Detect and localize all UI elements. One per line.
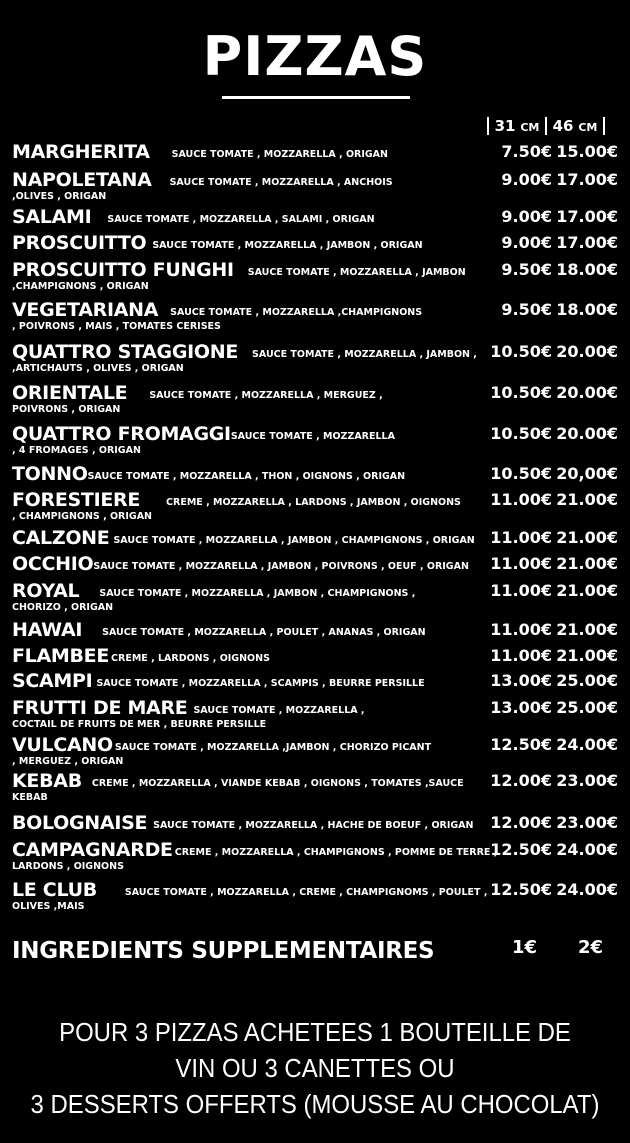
pizza-name: PROSCUITTO	[12, 232, 147, 254]
page-title: PIZZAS	[202, 25, 428, 88]
pizza-row	[12, 299, 622, 332]
price-46cm: 20.00€	[556, 342, 618, 361]
pizza-ingredients-cont: , POIVRONS , MAIS , TOMATES CERISES	[12, 321, 221, 332]
pizza-ingredients: SAUCE TOMATE , MOZZARELLA	[230, 431, 395, 442]
price-31cm: 11.00€	[490, 581, 552, 600]
price-31cm: 13.00€	[490, 698, 552, 717]
promo-line: 3 DESSERTS OFFERTS (MOUSSE AU CHOCOLAT)	[30, 1089, 600, 1119]
pizza-prices	[490, 879, 618, 901]
pizza-ingredients-cont: ,ARTICHAUTS , OLIVES , ORIGAN	[12, 363, 184, 374]
price-31cm: 11.00€	[490, 490, 552, 509]
pizza-name: NAPOLETANA	[12, 169, 152, 191]
pizza-ingredients: SAUCE TOMATE , MOZZARELLA , JAMBON , CHAMPIGNONS ,	[99, 588, 416, 599]
size-header-31	[489, 116, 545, 136]
pizza-ingredients-cont: , MERGUEZ , ORIGAN	[12, 756, 124, 767]
pizza-ingredients: SAUCE TOMATE , MOZZARELLA , POULET , ANANAS , ORIGAN	[102, 627, 426, 638]
pizza-prices	[492, 299, 618, 321]
pizza-ingredients: SAUCE TOMATE , MOZZARELLA , THON , OIGNONS , ORIGAN	[87, 471, 406, 482]
pizza-name: SCAMPI	[12, 670, 93, 692]
pizza-ingredients: SAUCE TOMATE , MOZZARELLA ,	[193, 705, 365, 716]
pizza-row	[12, 697, 622, 730]
pizza-prices	[490, 812, 618, 834]
pizza-row	[12, 527, 622, 549]
pizza-name: HAWAI	[12, 619, 83, 641]
pizza-ingredients: CREME , MOZZARELLA , VIANDE KEBAB , OIGNONS , TOMATES ,SAUCE	[91, 778, 464, 789]
size-value: 31	[494, 117, 516, 135]
pizza-prices	[490, 645, 618, 667]
pizza-ingredients-cont: , 4 FROMAGES , ORIGAN	[12, 445, 141, 456]
pizza-name: CAMPAGNARDE	[12, 839, 173, 861]
price-31cm: 9.50€	[501, 300, 552, 319]
pizza-row	[12, 645, 622, 667]
pizza-ingredients: SAUCE TOMATE , MOZZARELLA , JAMBON , POIVRONS , OEUF , ORIGAN	[93, 561, 469, 572]
price-46cm: 24.00€	[556, 840, 618, 859]
pizza-ingredients: CREME , MOZZARELLA , LARDONS , JAMBON , OIGNONS	[166, 497, 461, 508]
pizza-row	[12, 232, 622, 254]
pizza-row	[12, 382, 622, 415]
price-31cm: 9.00€	[501, 207, 552, 226]
pizza-prices	[490, 527, 618, 549]
pizza-ingredients: SAUCE TOMATE , MOZZARELLA ,JAMBON , CHORIZO PICANT	[114, 742, 432, 753]
price-46cm: 17.00€	[556, 233, 618, 252]
price-46cm: 23.00€	[556, 771, 618, 790]
pizza-name: VEGETARIANA	[12, 299, 159, 321]
price-31cm: 11.00€	[490, 528, 552, 547]
size-unit: CM	[578, 121, 598, 134]
pizza-ingredients: SAUCE TOMATE , MOZZARELLA , SALAMI , ORIGAN	[107, 214, 375, 225]
price-31cm: 12.50€	[490, 880, 552, 899]
pizza-ingredients-cont: COCTAIL DE FRUITS DE MER , BEURRE PERSILLE	[12, 719, 267, 730]
pizza-ingredients-cont: , CHAMPIGNONS , ORIGAN	[12, 511, 153, 522]
pizza-prices	[492, 259, 618, 281]
pizza-prices	[490, 489, 618, 511]
price-31cm: 12.00€	[490, 771, 552, 790]
pizza-row	[12, 619, 622, 641]
pizza-ingredients: SAUCE TOMATE , MOZZARELLA , JAMBON	[247, 267, 466, 278]
supplement-price-46: 2€	[578, 937, 604, 958]
price-31cm: 10.50€	[490, 424, 552, 443]
column-divider	[603, 117, 605, 135]
pizza-prices	[492, 141, 618, 163]
pizza-name: FLAMBEE	[12, 645, 110, 667]
pizza-prices	[490, 734, 618, 756]
price-31cm: 12.50€	[490, 735, 552, 754]
pizza-ingredients: SAUCE TOMATE , MOZZARELLA , SCAMPIS , BEURRE PERSILLE	[96, 678, 425, 689]
pizza-row	[12, 812, 622, 834]
pizza-name: TONNO	[12, 463, 88, 485]
pizza-ingredients: SAUCE TOMATE , MOZZARELLA , ANCHOIS	[169, 177, 393, 188]
pizza-name: CALZONE	[12, 527, 110, 549]
pizza-ingredients: SAUCE TOMATE , MOZZARELLA , CREME , CHAMPIGNOMS , POULET ,	[124, 887, 488, 898]
price-31cm: 10.50€	[490, 464, 552, 483]
pizza-name: MARGHERITA	[12, 141, 150, 163]
price-31cm: 11.00€	[490, 554, 552, 573]
pizza-prices	[492, 206, 618, 228]
supplement-price-31: 1€	[512, 937, 538, 958]
price-46cm: 17.00€	[556, 170, 618, 189]
pizza-prices	[490, 463, 618, 485]
pizza-ingredients: SAUCE TOMATE , MOZZARELLA , JAMBON , ORIGAN	[152, 240, 423, 251]
pizza-name: ROYAL	[12, 580, 80, 602]
price-31cm: 11.00€	[490, 646, 552, 665]
pizza-row	[12, 259, 622, 292]
pizza-prices	[490, 670, 618, 692]
pizza-name: BOLOGNAISE	[12, 812, 148, 834]
pizza-ingredients-cont: ,OLIVES , ORIGAN	[12, 191, 107, 202]
pizza-row	[12, 770, 622, 803]
pizza-row	[12, 670, 622, 692]
price-46cm: 21.00€	[556, 620, 618, 639]
price-31cm: 9.00€	[501, 233, 552, 252]
pizza-name: OCCHIO	[12, 553, 94, 575]
pizza-prices	[490, 341, 618, 363]
price-46cm: 15.00€	[556, 142, 618, 161]
pizza-ingredients-cont: LARDONS , OIGNONS	[12, 861, 124, 872]
price-31cm: 9.00€	[501, 170, 552, 189]
pizza-prices	[492, 232, 618, 254]
promo-line: VIN OU 3 CANETTES OU	[175, 1053, 455, 1083]
pizza-row	[12, 169, 622, 202]
price-31cm: 12.00€	[490, 813, 552, 832]
supplements-row	[12, 936, 622, 966]
size-header	[487, 116, 605, 136]
promo-text	[25, 1014, 605, 1122]
price-46cm: 21.00€	[556, 554, 618, 573]
pizza-name: LE CLUB	[12, 879, 97, 901]
price-46cm: 24.00€	[556, 735, 618, 754]
pizza-row	[12, 463, 622, 485]
price-46cm: 21.00€	[556, 646, 618, 665]
pizza-row	[12, 341, 622, 374]
price-31cm: 9.50€	[501, 260, 552, 279]
pizza-row	[12, 423, 622, 456]
price-46cm: 21.00€	[556, 581, 618, 600]
pizza-name: KEBAB	[12, 770, 82, 792]
pizza-row	[12, 580, 622, 613]
pizza-row	[12, 879, 622, 912]
pizza-prices	[490, 770, 618, 792]
price-31cm: 13.00€	[490, 671, 552, 690]
pizza-ingredients: SAUCE TOMATE , MOZZARELLA , HACHE DE BOEUF , ORIGAN	[153, 820, 474, 831]
pizza-ingredients: SAUCE TOMATE , MOZZARELLA ,CHAMPIGNONS	[170, 307, 423, 318]
price-46cm: 25.00€	[556, 671, 618, 690]
promo-line: POUR 3 PIZZAS ACHETEES 1 BOUTEILLE DE	[59, 1017, 571, 1047]
pizza-ingredients: CREME , LARDONS , OIGNONS	[111, 653, 270, 664]
price-46cm: 18.00€	[556, 260, 618, 279]
title-underline	[222, 96, 410, 99]
pizza-ingredients: SAUCE TOMATE , MOZZARELLA , JAMBON , CHAMPIGNONS , ORIGAN	[113, 535, 475, 546]
price-31cm: 10.50€	[490, 342, 552, 361]
pizza-ingredients: SAUCE TOMATE , MOZZARELLA , JAMBON ,	[252, 349, 477, 360]
pizza-name: SALAMI	[12, 206, 92, 228]
pizza-ingredients: SAUCE TOMATE , MOZZARELLA , MERGUEZ ,	[149, 390, 383, 401]
price-46cm: 18.00€	[556, 300, 618, 319]
pizza-row	[12, 141, 622, 163]
pizza-prices	[490, 553, 618, 575]
pizza-prices	[490, 382, 618, 404]
price-46cm: 24.00€	[556, 880, 618, 899]
pizza-row	[12, 206, 622, 228]
pizza-row	[12, 734, 622, 767]
pizza-name: PROSCUITTO FUNGHI	[12, 259, 234, 281]
pizza-row	[12, 489, 622, 522]
pizza-name: QUATTRO FROMAGGI	[12, 423, 231, 445]
size-value: 46	[552, 117, 574, 135]
price-46cm: 21.00€	[556, 528, 618, 547]
price-46cm: 23.00€	[556, 813, 618, 832]
pizza-prices	[492, 169, 618, 191]
pizza-ingredients-cont: CHORIZO , ORIGAN	[12, 602, 114, 613]
price-46cm: 20.00€	[556, 383, 618, 402]
pizza-name: QUATTRO STAGGIONE	[12, 341, 239, 363]
pizza-row	[12, 553, 622, 575]
price-46cm: 21.00€	[556, 490, 618, 509]
size-unit: CM	[520, 121, 540, 134]
pizza-ingredients: CREME , MOZZARELLA , CHAMPIGNONS , POMME DE TERRE ,	[174, 847, 498, 858]
price-31cm: 7.50€	[501, 142, 552, 161]
pizza-name: FORESTIERE	[12, 489, 141, 511]
price-31cm: 11.00€	[490, 620, 552, 639]
pizza-prices	[490, 423, 618, 445]
pizza-name: VULCANO	[12, 734, 113, 756]
pizza-ingredients-cont: POIVRONS , ORIGAN	[12, 404, 121, 415]
price-46cm: 25.00€	[556, 698, 618, 717]
price-31cm: 12.50€	[490, 840, 552, 859]
pizza-prices	[490, 580, 618, 602]
pizza-prices	[490, 839, 618, 861]
supplements-label: INGREDIENTS SUPPLEMENTAIRES	[12, 938, 435, 964]
pizza-prices	[490, 619, 618, 641]
pizza-row	[12, 839, 622, 872]
price-46cm: 20.00€	[556, 424, 618, 443]
pizza-ingredients: SAUCE TOMATE , MOZZARELLA , ORIGAN	[171, 149, 388, 160]
pizza-name: FRUTTI DE MARE	[12, 697, 188, 719]
pizza-ingredients-cont: ,CHAMPIGNONS , ORIGAN	[12, 281, 149, 292]
price-46cm: 20,00€	[556, 464, 618, 483]
pizza-ingredients-cont: KEBAB	[12, 792, 48, 803]
pizza-name: ORIENTALE	[12, 382, 128, 404]
pizza-ingredients-cont: OLIVES ,MAIS	[12, 901, 85, 912]
size-header-46	[547, 116, 603, 136]
price-31cm: 10.50€	[490, 383, 552, 402]
price-46cm: 17.00€	[556, 207, 618, 226]
pizza-prices	[490, 697, 618, 719]
